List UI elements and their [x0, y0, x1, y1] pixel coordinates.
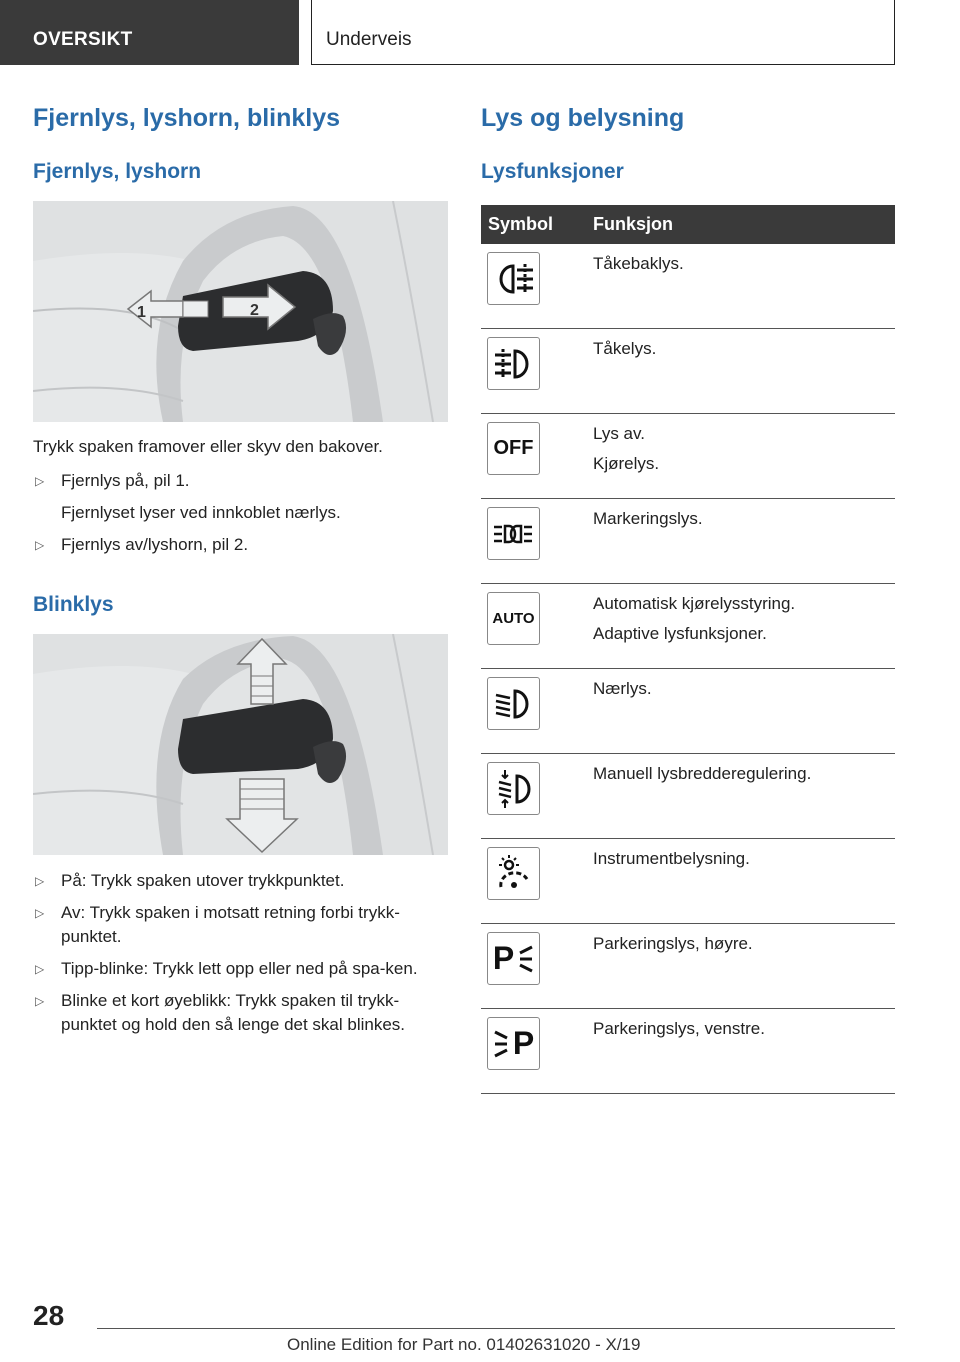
chapter-tab[interactable] [311, 0, 895, 65]
arrow-2-label: 2 [250, 302, 259, 319]
table-row: OFF Lys av. Kjørelys. [481, 414, 895, 499]
page-number: 28 [33, 1300, 65, 1331]
low-beam-icon [487, 677, 540, 730]
footer-divider [97, 1328, 895, 1329]
off-icon: OFF [487, 422, 540, 475]
table-row: P Parkeringslys, høyre. [481, 924, 895, 1009]
left-title: Fjernlys, lyshorn, blinklys [33, 104, 341, 132]
left-subtitle-high-beam: Fjernlys, lyshorn [33, 160, 202, 183]
right-title: Lys og belysning [481, 104, 685, 132]
table-row: Instrumentbelysning. [481, 839, 895, 924]
table-row: Markeringslys. [481, 499, 895, 584]
list-item: ▷ Fjernlys på, pil 1. Fjernlyset lyser ved innkoblet nærlys. [35, 471, 341, 522]
bullet-triangle-icon: ▷ [35, 874, 45, 888]
high-beam-lever-figure [33, 201, 448, 422]
turn-signal-bullet-list [33, 869, 453, 1037]
list-item: ▷ På: Trykk spaken utover trykkpunktet. [33, 869, 453, 893]
rear-fog-light-icon [487, 252, 540, 305]
light-functions-table [481, 205, 895, 1094]
table-row: Nærlys. [481, 669, 895, 754]
bullet-triangle-icon: ▷ [35, 994, 45, 1008]
chapter-label: Underveis [326, 29, 412, 50]
arrow-1-label: 1 [137, 304, 146, 321]
section-label: OVERSIKT [33, 29, 133, 50]
intro-text: Trykk spaken framover eller skyv den bakover. [33, 437, 383, 456]
list-item: ▷ Av: Trykk spaken i motsatt retning forbi trykk-punktet. [35, 903, 400, 946]
bullet-triangle-icon: ▷ [35, 538, 45, 552]
left-subtitle-turn-signal: Blinklys [33, 593, 114, 616]
turn-signal-lever-figure [33, 634, 448, 855]
table-row: AUTO Automatisk kjørelysstyring. Adaptive lysfunksjoner. [481, 584, 895, 669]
side-marker-light-icon [487, 507, 540, 560]
column-header-symbol: Symbol [481, 205, 589, 244]
auto-icon: AUTO [487, 592, 540, 645]
bullet-triangle-icon: ▷ [35, 906, 45, 920]
footer-edition-text: Online Edition for Part no. 01402631020 - X/19 [287, 1335, 641, 1354]
headlight-range-icon [487, 762, 540, 815]
bullet-triangle-icon: ▷ [35, 962, 45, 976]
column-header-function: Funksjon [589, 205, 895, 244]
table-header-row [481, 205, 895, 244]
right-subtitle: Lysfunksjoner [481, 160, 624, 183]
parking-light-right-icon: P [487, 932, 540, 985]
list-item: ▷ Tipp-blinke: Trykk lett opp eller ned på spa-ken. [33, 957, 453, 981]
bullet-triangle-icon: ▷ [35, 474, 45, 488]
front-fog-light-icon [487, 337, 540, 390]
instrument-lighting-icon [487, 847, 540, 900]
list-item: ▷ Fjernlys av/lyshorn, pil 2. [33, 533, 453, 557]
table-row: Tåkelys. [481, 329, 895, 414]
table-row: Manuell lysbredderegulering. [481, 754, 895, 839]
table-row: P Parkeringslys, venstre. [481, 1009, 895, 1094]
list-item: ▷ Blinke et kort øyeblikk: Trykk spaken til trykk-punktet og hold den så lenge det skal blinkes. [35, 991, 406, 1034]
high-beam-bullet-list [33, 469, 453, 557]
table-row: Tåkebaklys. [481, 244, 895, 329]
section-tab[interactable] [0, 0, 299, 65]
parking-light-left-icon: P [487, 1017, 540, 1070]
